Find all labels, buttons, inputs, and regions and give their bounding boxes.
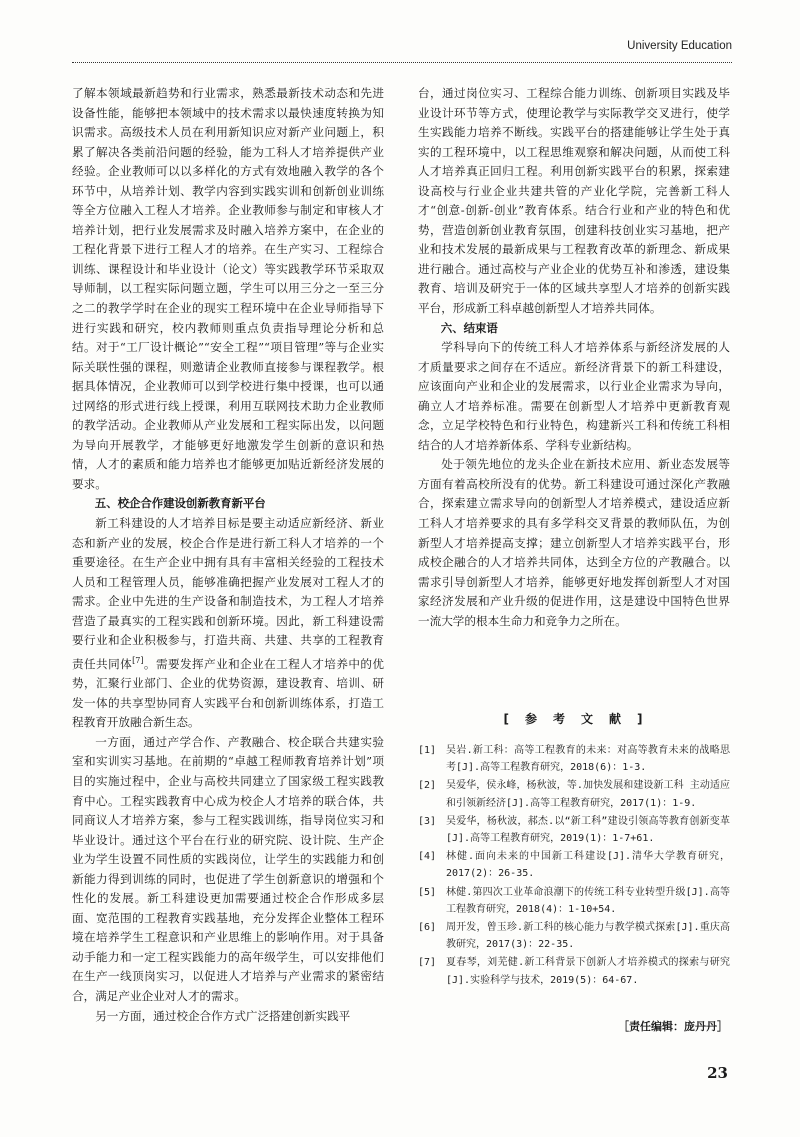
paragraph: 了解本领域最新趋势和行业需求，熟悉最新技术动态和先进设备性能，能够把本领域中的技术需求以最快速度转换为知识需求。高级技术人员在利用新知识应对新产业问题上，积累了解决各类前沿问题的经验，能为工科人才培养提供产业经验。企业教师可以以多样化的方式有效地融入教学的各个环节中，从培养计划、教学内容到实践实训和创新创业训练等全方位融入工程人才培养。企业教师参与制定和审核人才培养计划，把行业发展需求及时融入培养方案中，在企业的工程化背景下进行工程人才的培养。在生产实习、工程综合训练、课程设计和毕业设计（论文）等实践教学环节采取双导师制，以工程实际问题立题，学生可以用三分之一至三分之二的教学学时在企业的现实工程环境中在企业导师指导下进行实践和研究，校内教师则重点负责指导理论分析和总结。对于“工厂设计概论”“安全工程”“项目管理”等与企业实际关联性强的课程，则邀请企业教师直接参与课程教学。根据具体情况，企业教师可以到学校进行集中授课，也可以通过网络的形式进行线上授课，利用互联网技术助力企业教师的教学活动。企业教师从产业发展和工程实际出发，以问题为导向开展教学，才能够更好地激发学生创新的意识和热情，人才的素质和能力培养也才能够更加贴近新经济发展的要求。: [72, 86, 384, 491]
journal-name: University Education: [627, 40, 732, 52]
reference-text: 夏春琴，刘芜健.新工科背景下创新人才培养模式的探索与研究[J].实验科学与技术，2019(5)：64-67.: [446, 957, 730, 986]
section-heading: 六、结束语: [440, 320, 498, 335]
reference-text: 吴爱华，杨秋波，郝杰.以“新工科”建设引领高等教育创新变革[J].高等工程教育研究，2019(1)：1-7+61.: [446, 815, 730, 845]
paragraph-text: 。需要发挥产业和企业在工程人才培养中的优势，汇聚行业部门、企业的优势资源，建设教育、培训、研发一体的共享型协同育人实践平台和创新训练体系，打造工程教育开放融合新生态。: [72, 656, 384, 730]
reference-number: [4]: [418, 851, 437, 863]
references-title: [ 参 考 文 献 ]: [503, 712, 645, 726]
reference-text: 周开发，曾玉珍.新工科的核心能力与教学模式探索[J].重庆高教研究，2017(3)：22-35.: [446, 922, 730, 951]
left-column: [72, 84, 384, 1026]
reference-item: [418, 884, 730, 918]
reference-item: [418, 919, 730, 953]
reference-text: 吴爱华，侯永峰，杨秋波，等.加快发展和建设新工科 主动适应和引领新经济[J].高等工程教育研究，2017(1)：1-9.: [446, 780, 730, 809]
reference-item: [418, 954, 730, 988]
reference-number: [3]: [418, 815, 437, 827]
citation-marker: [7]: [132, 655, 144, 665]
paragraph: 一方面，通过产学合作、产教融合、校企联合共建实验室和实训实习基地。在前期的“卓越工程师教育培养计划”项目的实施过程中，企业与高校共同建立了国家级工程实践教育中心。工程实践教育中心成为校企人才培养的联合体，共同商议人才培养方案，参与工程实践训练，指导岗位实习和毕业设计。通过这个平台在行业的研究院、设计院、生产企业为学生设置不同性质的实践岗位，让学生的实践能力和创新能力得到训练的同时，也促进了学生创新意识的增强和个性化的发展。新工科建设更加需要通过校企合作形成多层面、宽范围的工程教育实践基地，充分发挥企业整体工程环境在培养学生工程意识和产业思维上的影响作用。对于具备动手能力和一定工程实践能力的高年级学生，可以安排他们在生产一线顶岗实习，以促进人才培养与产业需求的紧密结合，满足产业企业对人才的需求。: [72, 734, 384, 1004]
responsible-editor: ［责任编辑：庞丹丹］: [618, 1020, 728, 1033]
reference-text: 吴岩.新工科：高等工程教育的未来：对高等教育未来的战略思考[J].高等工程教育研究，2018(6)：1-3.: [446, 745, 730, 774]
reference-item: [418, 742, 730, 776]
paragraph: 另一方面，通过校企合作方式广泛搭建创新实践平: [95, 1008, 351, 1023]
references-list: [418, 742, 730, 990]
reference-item: [418, 848, 730, 882]
paragraph: 台，通过岗位实习、工程综合能力训练、创新项目实践及毕业设计环节等方式，使理论教学与实际教学交叉进行，使学生实践能力培养不断线。实践平台的搭建能够让学生处于真实的工程环境中，以工程思维观察和解决问题，从而使工科人才培养真正回归工程。利用创新实践平台的积累，探索建设高校与行业企业共建共管的产业化学院，完善新工科人才“创意-创新-创业”教育体系。结合行业和产业的特色和优势，营造创新创业教育氛围，创建科技创业实习基地，把产业和技术发展的最新成果与工程教育改革的新理念、新成果进行融合。通过高校与产业企业的优势互补和渗透，建设集教育、培训及研究于一体的区域共享型人才培养的创新实践平台，形成新工科卓越创新型人才培养共同体。: [418, 86, 730, 316]
page-number: 23: [707, 1064, 728, 1082]
reference-number: [6]: [418, 922, 437, 934]
reference-text: 林健.面向未来的中国新工科建设[J].清华大学教育研究，2017(2)：26-35.: [446, 851, 730, 880]
reference-number: [2]: [418, 780, 437, 792]
header-rule: [72, 62, 732, 63]
running-header: [72, 40, 732, 62]
reference-number: [1]: [418, 745, 437, 756]
paragraph-text: 新工科建设的人才培养目标是要主动适应新经济、新业态和新产业的发展，校企合作是进行新工科人才培养的一个重要途径。在生产企业中拥有具有丰富相关经验的工程技术人员和工程管理人员，能够准确把握产业发展对工程人才的需求。企业中先进的生产设备和制造技术，为工程人才培养营造了最真实的工程实践和创新环境。因此，新工科建设需要行业和企业积极参与，打造共商、共建、共享的工程教育责任共同体: [72, 516, 384, 671]
reference-number: [5]: [418, 886, 437, 898]
right-column: [418, 84, 730, 631]
paragraph: 学科导向下的传统工科人才培养体系与新经济发展的人才质量要求之间存在不适应。新经济背景下的新工科建设，应该面向产业和企业的发展需求，以行业企业需求为导向，确立人才培养标准。需要在创新型人才培养中更新教育观念，立足学校特色和行业特色，构建新兴工科和传统工科相结合的人才培养新体系、学科专业新结构。: [418, 340, 730, 452]
paragraph: [72, 514, 384, 733]
reference-item: [418, 813, 730, 847]
reference-item: [418, 777, 730, 811]
section-heading: 五、校企合作建设创新教育新平台: [94, 496, 266, 511]
reference-number: [7]: [418, 957, 437, 969]
paragraph: 处于领先地位的龙头企业在新技术应用、新业态发展等方面有着高校所没有的优势。新工科建设可通过深化产教融合，探索建立需求导向的创新型人才培养模式，建设适应新工科人才培养要求的具有多学科交叉背景的教师队伍，为创新型人才培养提高支撑；建立创新型人才培养实践平台，形成校企融合的人才培养共同体，达到全方位的产教融合。以需求引导创新型人才培养，能够更好地发挥创新型人才对国家经济发展和产业升级的促进作用，这是建设中国特色世界一流大学的根本生命力和竞争力之所在。: [418, 457, 730, 628]
reference-text: 林健.第四次工业革命浪潮下的传统工科专业转型升级[J].高等工程教育研究，2018(4)：1-10+54.: [446, 886, 730, 915]
